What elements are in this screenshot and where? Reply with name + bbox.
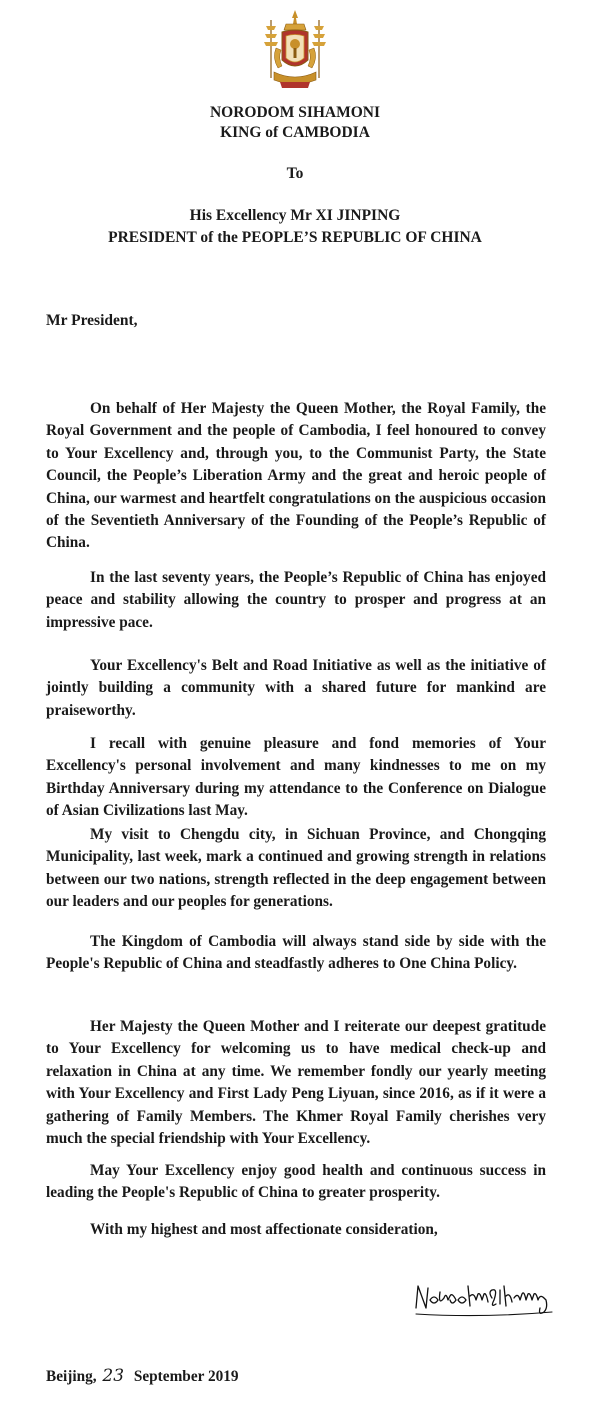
place: Beijing, [46,1368,97,1385]
letter-paragraph: I recall with genuine pleasure and fond memories of Your Excellency's personal involvement and many kindnesses to me on my Birthday Anniversary during my attendance to the Conference on Dialogue of Asian Civilizations last May. [46,735,546,820]
royal-coat-of-arms-icon [262,8,328,92]
recipient-name: His Excellency Mr XI JINPING [189,207,401,224]
to-label: To [286,165,304,182]
sender-title: KING of CAMBODIA [220,124,370,141]
letter-paragraph: My visit to Chengdu city, in Sichuan Province, and Chongqing Municipality, last week, mark a continued and growing strength in relations between our two nations, strength reflected in the deep engagement between our leaders and our peoples for generations. [46,826,546,911]
letter-paragraph: Her Majesty the Queen Mother and I reiterate our deepest gratitude to Your Excellency for welcoming us to have medical check-up and relaxation in China at any time. We remember fondly our yearly meeting with Your Excellency and First Lady Peng Liyuan, since 2016, as if it were a gathering of Family Members. The Khmer Royal Family cherishes very much the special friendship with Your Excellency. [46,1018,546,1148]
letter-paragraph: In the last seventy years, the People’s Republic of China has enjoyed peace and stability allowing the country to prosper and progress at an impressive pace. [46,569,546,631]
letter-paragraph: May Your Excellency enjoy good health and continuous success in leading the People's Republic of China to greater prosperity. [46,1162,546,1202]
letter-paragraph: Your Excellency's Belt and Road Initiative as well as the initiative of jointly building a community with a shared future for mankind are praiseworthy. [46,657,546,719]
recipient-title: PRESIDENT of the PEOPLE’S REPUBLIC OF CHINA [108,229,482,246]
sender-name: NORODOM SIHAMONI [209,104,381,121]
letter-paragraph: On behalf of Her Majesty the Queen Mother, the Royal Family, the Royal Government and the people of Cambodia, I feel honoured to convey to Your Excellency and, through you, to the Communist Party, the State Council, the People’s Liberation Army and the great and heroic people of China, our warmest and heartfelt congratulations on the auspicious occasion of the Seventieth Anniversary of the Founding of the People’s Republic of China. [46,400,546,552]
place-and-date [46,1366,239,1386]
salutation: Mr President, [46,312,138,329]
handwritten-signature [412,1278,558,1320]
letter-paragraph: The Kingdom of Cambodia will always stand side by side with the People's Republic of China and steadfastly adheres to One China Policy. [46,933,546,973]
closing-line: With my highest and most affectionate consideration, [90,1221,438,1238]
month-year: September 2019 [133,1368,239,1385]
handwritten-day: 23 [102,1366,125,1386]
